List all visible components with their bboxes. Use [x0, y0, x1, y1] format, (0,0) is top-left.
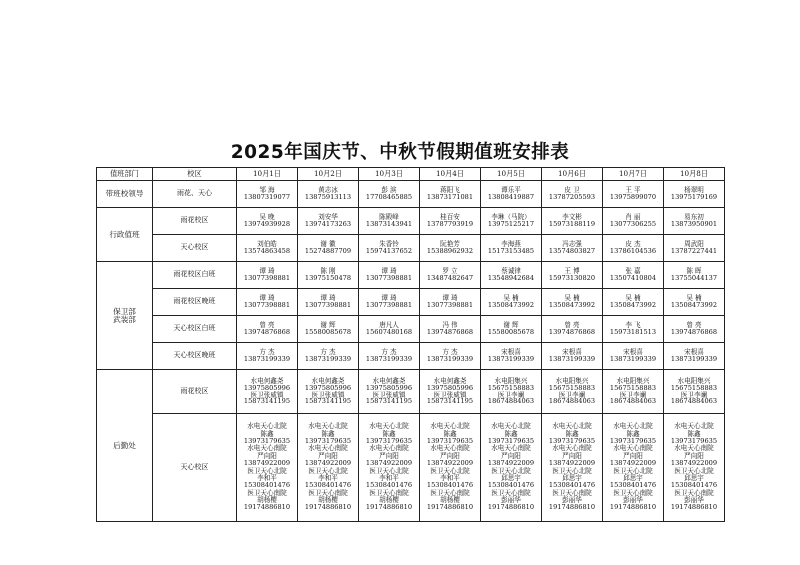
campus-cell: 天心校区白班 [153, 316, 237, 343]
header-date: 10月3日 [359, 168, 420, 181]
duty-cell: 冯 伟 13974876868 [420, 316, 481, 343]
duty-cell: 皮 卫 13787205593 [542, 181, 603, 208]
duty-cell: 水电阳集兴 15675158883 医卫李斓 18674884063 [481, 370, 542, 414]
duty-cell: 刘安华 13974173263 [298, 208, 359, 235]
duty-cell: 肖 丽 13077306255 [603, 208, 664, 235]
duty-cell: 皮 杰 13786104536 [603, 235, 664, 262]
header-dept: 值班部门 [97, 168, 153, 181]
duty-cell: 水电天心北院 陈鑫 13973179635 水电天心南院 严向阳 13874922009 医卫天心北院 邱思宇 15308401476 医卫天心南院 彭丽华 19174886810 [481, 414, 542, 522]
duty-cell: 冯志强 13574803827 [542, 235, 603, 262]
duty-cell: 朱香铃 15974137652 [359, 235, 420, 262]
duty-cell: 周武阳 13787227441 [664, 235, 725, 262]
header-date: 10月1日 [237, 168, 298, 181]
duty-cell: 张 嘉 13507410804 [603, 262, 664, 289]
duty-schedule-table [96, 167, 725, 522]
header-date: 10月8日 [664, 168, 725, 181]
duty-cell: 方 杰 13873199339 [420, 343, 481, 370]
dept-cell: 保卫部 武装部 [97, 262, 153, 370]
duty-cell: 谭 琦 13077398881 [298, 289, 359, 316]
duty-cell: 李 飞 15973181513 [603, 316, 664, 343]
table-row [97, 289, 725, 316]
table-row [97, 414, 725, 522]
header-date: 10月5日 [481, 168, 542, 181]
duty-cell: 邹 海 13807319077 [237, 181, 298, 208]
duty-cell: 曾 亮 13974876868 [237, 316, 298, 343]
duty-cell: 宋根喜 13873199339 [664, 343, 725, 370]
table-row [97, 316, 725, 343]
document-title: 2025年国庆节、中秋节假期值班安排表 [230, 142, 570, 163]
duty-cell: 谭 琦 13077398881 [420, 289, 481, 316]
table-row [97, 208, 725, 235]
duty-cell: 水电阳集兴 15675158883 医卫李斓 18674884063 [664, 370, 725, 414]
duty-cell: 谭 琦 13077398881 [359, 262, 420, 289]
duty-cell: 罗 立 13487482647 [420, 262, 481, 289]
duty-cell: 杨翠明 13975179169 [664, 181, 725, 208]
duty-cell: 王 平 13975899070 [603, 181, 664, 208]
header-date: 10月4日 [420, 168, 481, 181]
campus-cell: 雨花校区晚班 [153, 289, 237, 316]
duty-cell: 水电何鑫尧 13975805996 医卫张威镇 15873141195 [420, 370, 481, 414]
duty-cell: 吴 楠 13508473992 [481, 289, 542, 316]
campus-cell: 天心校区 [153, 235, 237, 262]
duty-cell: 水电天心北院 陈鑫 13973179635 水电天心南院 严向阳 13874922009 医卫天心北院 李和平 15308401476 医卫天心南院 胡杨樱 19174886810 [298, 414, 359, 522]
duty-cell: 水电天心北院 陈鑫 13973179635 水电天心南院 严向阳 13874922009 医卫天心北院 李和平 15308401476 医卫天心南院 胡杨樱 19174886810 [420, 414, 481, 522]
duty-cell: 宋根喜 13873199339 [542, 343, 603, 370]
header-campus: 校区 [153, 168, 237, 181]
duty-cell: 易东初 13873950901 [664, 208, 725, 235]
duty-cell: 曾 亮 13974876868 [542, 316, 603, 343]
header-date: 10月6日 [542, 168, 603, 181]
dept-cell: 后勤处 [97, 370, 153, 522]
duty-cell: 李琳（马院） 13975125217 [481, 208, 542, 235]
duty-cell: 吴 楠 13508473992 [664, 289, 725, 316]
header-date: 10月2日 [298, 168, 359, 181]
duty-cell: 王 博 15973130820 [542, 262, 603, 289]
duty-cell: 水电天心北院 陈鑫 13973179635 水电天心南院 严向阳 13874922009 医卫天心北院 李和平 15308401476 医卫天心南院 胡杨樱 19174886810 [359, 414, 420, 522]
duty-cell: 水电何鑫尧 13975805996 医卫张威镇 15873141195 [237, 370, 298, 414]
duty-cell: 谢 辉 15580085678 [481, 316, 542, 343]
dept-cell: 行政值班 [97, 208, 153, 262]
duty-cell: 水电何鑫尧 13975805996 医卫张威镇 15873141195 [359, 370, 420, 414]
duty-cell: 谭 琦 13077398881 [359, 289, 420, 316]
duty-cell: 彭 滨 17708465885 [359, 181, 420, 208]
duty-cell: 谭 琦 13077398881 [237, 262, 298, 289]
duty-cell: 陈 刚 13975150478 [298, 262, 359, 289]
duty-cell: 黄志冰 13875913113 [298, 181, 359, 208]
duty-cell: 刘伯皓 13574863458 [237, 235, 298, 262]
duty-cell: 水电天心北院 陈鑫 13973179635 水电天心南院 严向阳 13874922009 医卫天心北院 邱思宇 15308401476 医卫天心南院 彭丽华 19174886810 [542, 414, 603, 522]
table-row [97, 235, 725, 262]
duty-cell: 陈 晖 13755044137 [664, 262, 725, 289]
duty-cell: 曾 亮 13974876868 [664, 316, 725, 343]
dept-cell: 带班校领导 [97, 181, 153, 208]
duty-cell: 阮艳芳 15388962932 [420, 235, 481, 262]
table-row [97, 181, 725, 208]
duty-cell: 唐凡人 15607480168 [359, 316, 420, 343]
campus-cell: 雨花、天心 [153, 181, 237, 208]
duty-cell: 水电何鑫尧 13975805996 医卫张威镇 15873141195 [298, 370, 359, 414]
duty-cell: 水电阳集兴 15675158883 医卫李斓 18674884063 [542, 370, 603, 414]
campus-cell: 雨花校区 [153, 370, 237, 414]
duty-cell: 吴 楠 13508473992 [542, 289, 603, 316]
table-row [97, 262, 725, 289]
duty-cell: 蒋阳飞 13873171081 [420, 181, 481, 208]
header-row [97, 168, 725, 181]
table-row [97, 343, 725, 370]
duty-cell: 谭乐平 13808419887 [481, 181, 542, 208]
duty-cell: 方 杰 13873199339 [298, 343, 359, 370]
duty-cell: 吴 晚 13974939928 [237, 208, 298, 235]
duty-cell: 水电天心北院 陈鑫 13973179635 水电天心南院 严向阳 13874922009 医卫天心北院 李和平 15308401476 医卫天心南院 胡杨樱 19174886810 [237, 414, 298, 522]
campus-cell: 雨花校区 [153, 208, 237, 235]
duty-cell: 方 杰 13873199339 [237, 343, 298, 370]
duty-cell: 谢 辉 15580085678 [298, 316, 359, 343]
duty-cell: 谢 徽 15274887709 [298, 235, 359, 262]
duty-cell: 水电天心北院 陈鑫 13973179635 水电天心南院 严向阳 13874922009 医卫天心北院 邱思宇 15308401476 医卫天心南院 彭丽华 19174886810 [603, 414, 664, 522]
header-date: 10月7日 [603, 168, 664, 181]
duty-cell: 吴 楠 13508473992 [603, 289, 664, 316]
table-row [97, 370, 725, 414]
duty-cell: 谭 琦 13077398881 [237, 289, 298, 316]
duty-cell: 李文彬 15973188119 [542, 208, 603, 235]
duty-cell: 方 杰 13873199339 [359, 343, 420, 370]
campus-cell: 天心校区晚班 [153, 343, 237, 370]
duty-cell: 水电阳集兴 15675158883 医卫李斓 18674884063 [603, 370, 664, 414]
duty-cell: 陈殿峰 13873143941 [359, 208, 420, 235]
campus-cell: 雨花校区白班 [153, 262, 237, 289]
campus-cell: 天心校区 [153, 414, 237, 522]
duty-cell: 水电天心北院 陈鑫 13973179635 水电天心南院 严向阳 13874922009 医卫天心北院 邱思宇 15308401476 医卫天心南院 彭丽华 19174886810 [664, 414, 725, 522]
duty-cell: 宋根喜 13873199339 [481, 343, 542, 370]
duty-cell: 李海燕 15173153485 [481, 235, 542, 262]
duty-cell: 桂百安 13787793919 [420, 208, 481, 235]
duty-cell: 宋根喜 13873199339 [603, 343, 664, 370]
duty-cell: 蔡诚律 13548942684 [481, 262, 542, 289]
